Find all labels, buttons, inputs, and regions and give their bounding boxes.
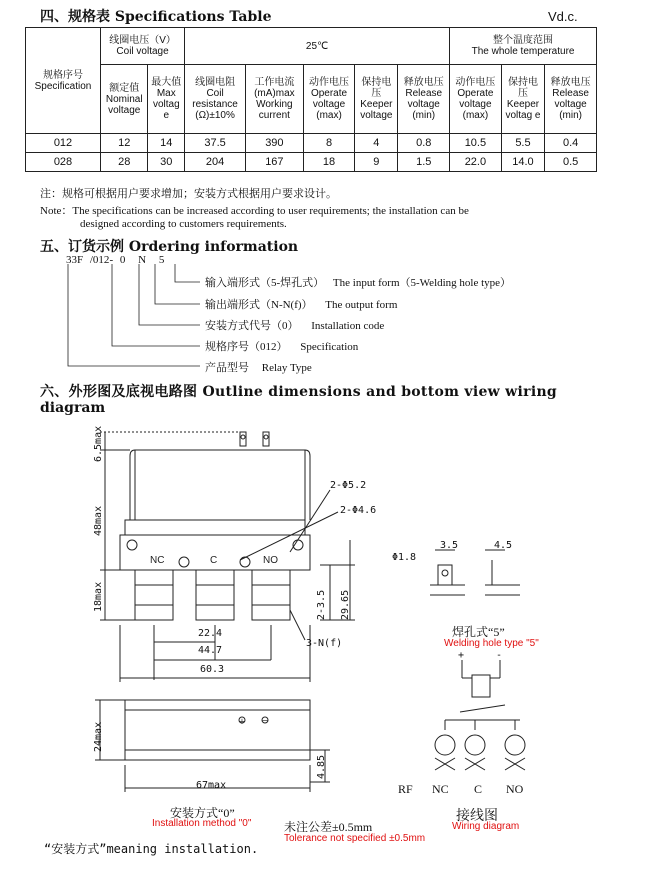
dim-6-5max: 6.5max <box>93 425 104 462</box>
install-caption-en: Installation method "0" <box>152 818 252 829</box>
table-cell: 0.5 <box>545 153 597 172</box>
section4-title: 四、规格表 Specifications Table <box>40 9 272 25</box>
specifications-table <box>25 27 597 172</box>
col-header-1 <box>148 65 185 134</box>
dim-60-3: 60.3 <box>200 664 225 675</box>
mounting-flange <box>125 520 305 535</box>
wiring-c: C <box>474 782 483 796</box>
order-item-install-en: Installation code <box>311 320 385 332</box>
dim-phi1-8: Φ1.8 <box>392 552 417 563</box>
order-item-output <box>205 296 397 312</box>
port-nc-label: NC <box>150 555 165 566</box>
port-c-label: C <box>210 555 218 566</box>
coil-voltage-header <box>101 28 185 65</box>
bottom-plus-symbol: + <box>238 717 246 726</box>
connector-no <box>252 570 290 620</box>
table-cell: 28 <box>101 153 148 172</box>
col-header-cn: 额定值 <box>109 82 140 94</box>
port-no-label: NO <box>263 555 278 566</box>
table-cell: 14 <box>148 134 185 153</box>
spec-header-en: Specification <box>34 80 92 92</box>
wiring-caption-en: Wiring diagram <box>452 821 520 832</box>
whole-temp-cn: 整个温度范围 <box>493 35 554 46</box>
col-header-cn: 动作电压 <box>309 77 350 88</box>
dim-2phi52: 2-Φ5.2 <box>330 480 367 491</box>
dim-3-n-f: 3-N(f) <box>306 638 343 649</box>
table-cell: 012 <box>26 134 101 153</box>
wiring-no: NO <box>506 782 524 796</box>
col-header-en: Operate voltage (max) <box>310 88 348 121</box>
order-item-relay <box>205 359 312 375</box>
spec-header <box>26 28 101 134</box>
dim-4-85: 4.85 <box>316 754 327 779</box>
spec-header-cn: 规格序号 <box>43 69 83 81</box>
col-header-en: Max voltag e <box>152 88 180 121</box>
order-item-output-en: The output form <box>325 299 398 311</box>
table-cell: 204 <box>185 153 246 172</box>
note-cn: 注：规格可根据用户要求增加；安装方式根据用户要求设计。 <box>40 188 337 200</box>
code-install: 0 <box>119 254 126 266</box>
col-header-3 <box>246 65 304 134</box>
note-en-1: Note：The specifications can be increased according to user requirements; the installation can be <box>40 205 469 217</box>
col-header-cn: 工作电流 <box>254 77 295 88</box>
dim-18max: 18max <box>93 581 104 612</box>
tolerance-cn: 未注公差±0.5mm <box>284 820 373 834</box>
wiring-nc: NC <box>432 782 449 796</box>
temp-25-header: 25℃ <box>185 28 450 65</box>
coil-voltage-en: Coil voltage <box>116 46 169 57</box>
tolerance-en: Tolerance not specified ±0.5mm <box>284 833 426 844</box>
table-cell: 167 <box>246 153 304 172</box>
relay-body <box>135 450 305 520</box>
table-cell: 028 <box>26 153 101 172</box>
table-cell: 9 <box>355 153 398 172</box>
col-header-en: Keeper voltag e <box>505 99 541 121</box>
order-item-spec <box>205 338 358 354</box>
dim-22-4: 22.4 <box>198 628 223 639</box>
order-item-relay-cn: 产品型号 <box>205 362 249 374</box>
order-item-input <box>205 274 511 290</box>
table-cell: 14.0 <box>501 153 545 172</box>
col-header-en: Release voltage (min) <box>405 88 443 121</box>
order-item-input-en: The input form（5-Welding hole type） <box>332 277 512 289</box>
order-leader-lines <box>60 262 210 372</box>
table-cell: 12 <box>101 134 148 153</box>
code-spec: /012 <box>89 254 110 266</box>
table-cell: 10.5 <box>450 134 502 153</box>
footer-note: “安装方式”meaning installation. <box>44 842 259 856</box>
code-relay-type: 33F <box>66 254 84 266</box>
table-row <box>26 153 597 172</box>
weld-caption-en: Welding hole type "5" <box>444 638 539 649</box>
table-cell: 30 <box>148 153 185 172</box>
dim-2phi46: 2-Φ4.6 <box>340 505 377 516</box>
install-caption-cn: 安装方式“0” <box>170 806 235 820</box>
table-row <box>26 134 597 153</box>
table-cell: 0.4 <box>545 134 597 153</box>
table-cell: 5.5 <box>501 134 545 153</box>
col-header-7 <box>450 65 502 134</box>
welding-detail-drawing <box>420 540 540 620</box>
wiring-diagram <box>420 650 540 780</box>
wiring-rf: RF <box>398 782 413 796</box>
col-header-cn: 最大值 <box>151 77 182 88</box>
minus-terminal: - <box>496 650 503 661</box>
table-cell: 390 <box>246 134 304 153</box>
col-header-en: Nominal voltage <box>105 93 143 116</box>
order-item-output-cn: 输出端形式（N-N(f)） <box>205 299 313 311</box>
order-item-install-cn: 安装方式代号（0） <box>205 320 299 332</box>
dim-3-5: 3.5 <box>440 540 459 551</box>
order-item-relay-en: Relay Type <box>261 362 312 374</box>
col-header-cn: 保持电压 <box>361 77 392 99</box>
table-cell: 18 <box>303 153 355 172</box>
col-header-en: Keeper voltage <box>360 99 393 121</box>
col-header-5 <box>355 65 398 134</box>
dim-2-3-5: 2-3.5 <box>316 589 327 620</box>
col-header-en: Release voltage (min) <box>552 88 589 121</box>
col-header-4 <box>303 65 355 134</box>
dim-24max: 24max <box>93 721 104 752</box>
unit-label: Vd.c. <box>548 9 578 24</box>
dim-48max: 48max <box>93 505 104 536</box>
col-header-6 <box>398 65 450 134</box>
col-header-2 <box>185 65 246 134</box>
col-header-en: Operate voltage (max) <box>457 88 494 121</box>
col-header-9 <box>545 65 597 134</box>
table-cell: 37.5 <box>185 134 246 153</box>
table-cell: 1.5 <box>398 153 450 172</box>
col-header-cn: 线圈电阻 <box>195 77 236 88</box>
bottom-view-body <box>125 700 310 760</box>
section6-title-1: 六、外形图及底视电路图 Outline dimensions and bottom view wiring <box>40 384 558 400</box>
section6-title-2: diagram <box>40 400 106 416</box>
table-cell: 4 <box>355 134 398 153</box>
code-output: N <box>138 254 147 266</box>
table-cell: 22.0 <box>450 153 502 172</box>
weld-caption-cn: 焊孔式“5” <box>452 625 505 639</box>
wiring-caption-cn: 接线图 <box>456 809 498 824</box>
order-item-spec-cn: 规格序号（012） <box>205 341 288 353</box>
col-header-en: Coil resistance (Ω)±10% <box>192 88 238 121</box>
col-header-cn: 保持电压 <box>507 77 538 99</box>
coil-symbol <box>472 675 490 697</box>
connector-c <box>196 570 234 620</box>
dim-4-5: 4.5 <box>494 540 513 551</box>
table-cell: 0.8 <box>398 134 450 153</box>
order-item-spec-en: Specification <box>300 341 359 353</box>
order-item-input-cn: 输入端形式（5-焊孔式） <box>205 277 325 289</box>
col-header-cn: 释放电压 <box>403 77 444 88</box>
connector-nc <box>135 570 173 620</box>
code-input: 5 <box>158 254 165 266</box>
section5-title: 五、订货示例 Ordering information <box>40 239 299 255</box>
dim-67max: 67max <box>196 780 227 791</box>
dim-29-65: 29.65 <box>340 589 351 620</box>
table-cell: 8 <box>303 134 355 153</box>
code-dash: - <box>109 254 114 266</box>
col-header-cn: 释放电压 <box>550 77 591 88</box>
whole-temp-header <box>450 28 597 65</box>
coil-voltage-cn: 线圈电压（V） <box>109 35 176 46</box>
note-en-2: designed according to customers requirements. <box>80 218 287 230</box>
whole-temp-en: The whole temperature <box>471 46 575 57</box>
dim-44-7: 44.7 <box>198 645 223 656</box>
bottom-minus-symbol: − <box>261 716 269 725</box>
col-header-8 <box>501 65 545 134</box>
plus-terminal: + <box>458 650 465 661</box>
col-header-0 <box>101 65 148 134</box>
col-header-cn: 动作电压 <box>455 77 496 88</box>
col-header-en: (mA)max Working current <box>254 88 295 121</box>
order-item-install <box>205 317 384 333</box>
